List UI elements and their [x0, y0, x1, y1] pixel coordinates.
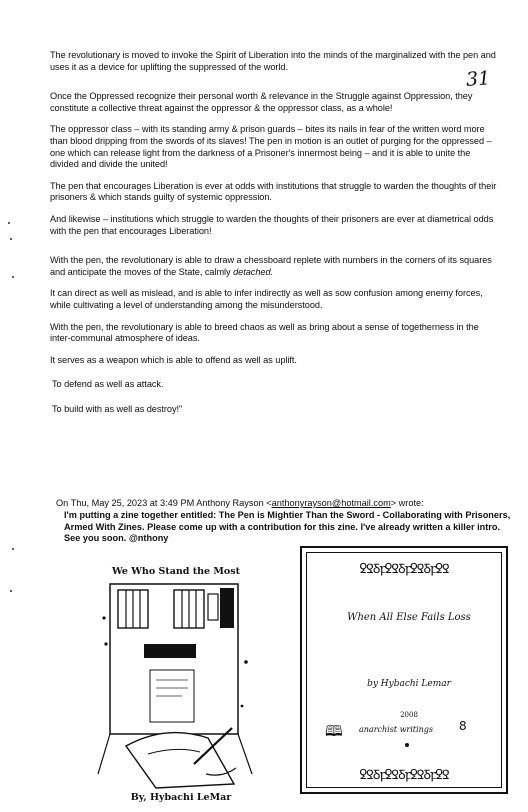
- paragraph: The oppressor class – with its standing army & prison guards – bites its nails in fear of the written word more than blood dripping from the swords of its slaves! The pen in motion is an outlet of purging for the oppressed – one which can release light from the darkness of a Prisoner's innermost being – and it is able to unite the divided and divide the united!: [50, 124, 492, 170]
- quoted-email: [56, 498, 516, 545]
- paragraph: It can direct as well as mislead, and is able to infer indirectly as well as sow confusion among enemy forces, while cultivating a level of understanding among the misunderstood.: [50, 288, 483, 310]
- cover-year: 2008: [400, 711, 418, 719]
- email-address-link[interactable]: anthonyrayson@hotmail.com: [271, 498, 391, 508]
- email-header-suffix: > wrote:: [390, 498, 424, 508]
- paragraph: The pen that encourages Liberation is ever at odds with institutions that struggle to warden the thoughts of their prisoners & which stands guilty of systemic oppression.: [50, 180, 497, 203]
- zine-title: We Who Stand the Most: [112, 566, 240, 577]
- margin-speck: [10, 238, 12, 240]
- margin-speck: [8, 222, 10, 224]
- prison-cell-illustration: [96, 578, 256, 790]
- cover-title: When All Else Fails Loss: [347, 612, 471, 623]
- zine-cover-left: [96, 566, 256, 806]
- email-message: I'm putting a zine together entitled: The Pen is Mightier Than the Sword - Collaborating with Prisoners, Armed With Zines. Please come up with a contribution for this zine. I've already written a killer intro. See you soon. @nthony: [64, 509, 511, 544]
- paragraph-chessboard: [50, 255, 498, 278]
- cover-byline: by Hybachi Lemar: [367, 679, 451, 689]
- paragraph: With the pen, the revolutionary is able to breed chaos as well as bring about a sense of togetherness in the inter-communal atmosphere of ideas.: [50, 321, 479, 344]
- paragraph: The revolutionary is moved to invoke the Spirit of Liberation into the minds of the marginalized with the pen and uses it as a device for uplifting the suppressed of the world.: [50, 50, 496, 72]
- paragraph: It serves as a weapon which is able to offend as well as uplift.: [50, 354, 297, 365]
- cover-inner-border: [306, 552, 502, 788]
- margin-speck: [12, 548, 14, 550]
- email-header: [56, 498, 516, 510]
- ornament-dot: [405, 743, 409, 747]
- essay-body: [50, 50, 498, 428]
- email-header-prefix: On Thu, May 25, 2023 at 3:49 PM Anthony Rayson <: [56, 498, 272, 508]
- paragraph-text: With the pen, the revolutionary is able to draw a chessboard replete with numbers in the corners of its squares and anticipate the moves of the State, calmly: [50, 255, 492, 277]
- paragraph: Once the Oppressed recognize their personal worth & relevance in the Struggle against Oppression, they constitute a collective threat against the oppressor & the oppressor class, as a whole!: [50, 91, 473, 113]
- book-icon: 🕮: [325, 723, 343, 740]
- cover-series: anarchist writings: [359, 725, 433, 734]
- zine-author: By, Hybachi LeMar: [130, 792, 232, 803]
- ornament-border-top: ꝿꝾꝽꝼꝿꝾꝽꝼꝿꝾꝽꝼꝿꝾ: [359, 562, 449, 577]
- short-line: To build with as well as destroy!": [52, 403, 183, 414]
- margin-speck: [12, 276, 14, 278]
- number-icon: 8: [459, 719, 467, 733]
- margin-speck: [10, 590, 12, 592]
- page-number: 31: [465, 67, 491, 91]
- paragraph: And likewise – institutions which struggle to warden the thoughts of their prisoners are ever at diametrical odds with the pen that encourages Liberation!: [50, 213, 494, 236]
- emphasis-word: detached.: [233, 266, 274, 277]
- zine-cover-right: [300, 546, 508, 794]
- short-line: To defend as well as attack.: [52, 379, 164, 390]
- ornament-border-bottom: ꝿꝾꝽꝼꝿꝾꝽꝼꝿꝾꝽꝼꝿꝾ: [359, 768, 449, 783]
